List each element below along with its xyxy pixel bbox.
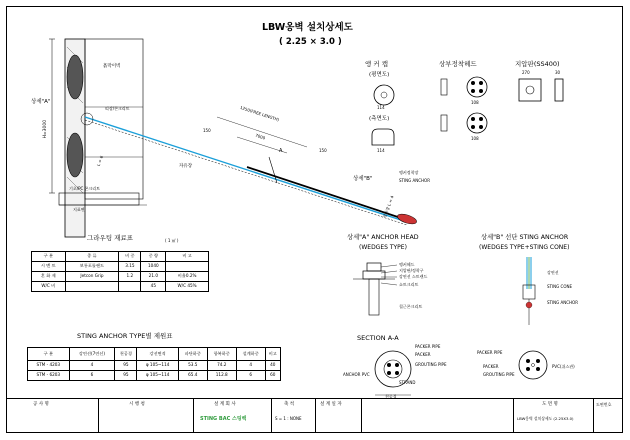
table-row [28, 371, 281, 381]
table-cell: 혼 화 제 [32, 272, 66, 282]
wall-height-dim: H=3000 [43, 119, 49, 139]
wall-length-label: L = 6 [95, 154, 105, 167]
waler-top [67, 55, 83, 99]
sting-header-row [28, 348, 281, 361]
section-aa-bottom-label: 천공경 [385, 394, 397, 399]
title-block-label: 공 사 명 [33, 402, 49, 407]
section-a-label: 상세"A" [31, 99, 51, 105]
table-cell: W/C 비 [32, 282, 66, 292]
upper-sleeve-dim-1: 108 [471, 100, 479, 105]
table-cell: 21.0 [141, 272, 166, 282]
table-header: 항복하중 [207, 348, 236, 361]
table-cell: 1.2 [119, 272, 141, 282]
table-cell: 3.15 [119, 262, 141, 272]
table-cell: 65.4 [178, 371, 207, 381]
sting-spec-table [27, 347, 281, 381]
table-cell [166, 262, 209, 272]
table-cell: 60 [265, 371, 280, 381]
materials-header-row [32, 252, 209, 262]
table-cell: STM - 6203 [28, 371, 70, 381]
title-block [7, 398, 622, 432]
title-block-label: 설 계 일 자 [320, 402, 342, 407]
table-header: 구 분 [28, 348, 70, 361]
cross-section-right-label: PVC(쉬스관) [552, 364, 575, 369]
footing-label: 기초/PC 콘크리트 [69, 186, 101, 191]
anchor-cap-plan [371, 83, 401, 113]
table-cell [119, 282, 141, 292]
table-row [32, 282, 209, 292]
cross-section-left-label-1: PACKER PIPE [477, 350, 503, 355]
table-cell: 4 [69, 361, 115, 371]
title-block-drawing-name [514, 399, 594, 432]
table-header: 비 중 [119, 252, 141, 262]
title-block-label: 도면번호 [596, 402, 612, 407]
drawing-title: LBW옹벽 설치상세도 [262, 22, 353, 33]
wall-panel [85, 39, 143, 199]
section-aa-title: SECTION A-A [357, 334, 399, 342]
section-a-ref: A [279, 148, 283, 154]
detail-b-label-2: STING CONE [547, 284, 572, 289]
detail-b-label-1: 강연선 [547, 270, 559, 275]
bearing-plate-dim-2: 30 [555, 70, 561, 75]
title-block-label: 시 행 청 [129, 402, 145, 407]
table-cell: 6 [236, 371, 265, 381]
detail-a-label-2: 지압판/정착구 [399, 268, 424, 273]
upper-sleeve-heading: 상부정착헤드 [439, 60, 477, 68]
table-cell: 시 멘 트 [32, 262, 66, 272]
title-block-number [594, 399, 622, 432]
wall-top-label: 흙막이벽 [103, 64, 121, 69]
table-header: 중 량 [141, 252, 166, 262]
table-header: 설계하중 [236, 348, 265, 361]
table-cell [65, 282, 119, 292]
table-cell: 95 [115, 371, 137, 381]
detail-b-label: 상세"B" [353, 176, 373, 182]
table-cell: STM - 4203 [28, 361, 70, 371]
waler-label: 띠장/콘크리트 [105, 106, 130, 111]
sting-anchor-bulb [396, 212, 417, 226]
free-length-dim: 1250(FREE LENGTH) [239, 104, 280, 123]
upper-sleeve-drawings [437, 69, 503, 141]
detail-a-label-5: 철근콘크리트 [399, 304, 423, 309]
sting-table-title: STING ANCHOR TYPE별 제원표 [77, 332, 173, 340]
bearing-plate-drawings [517, 75, 577, 129]
table-cell: 53.5 [178, 361, 207, 371]
table-header: 비고 [265, 348, 280, 361]
table-cell: 4 [236, 361, 265, 371]
materials-title: 그라우팅 재료표 [87, 234, 134, 242]
table-header: 구 분 [32, 252, 66, 262]
angle-dim-right: 150 [319, 148, 327, 153]
table-cell: 45 [141, 282, 166, 292]
title-block-project [7, 399, 99, 432]
anchor-cross-section [497, 345, 597, 391]
anchor-cap-heading: 앵 커 캡 [365, 60, 388, 68]
table-cell: Jetcon Grip [65, 272, 119, 282]
table-row [32, 272, 209, 282]
detail-a-label-3: 강연선 스트랜드 [399, 274, 428, 279]
title-block-scale [272, 399, 316, 432]
table-header: 파단하중 [178, 348, 207, 361]
table-cell: 6 [69, 371, 115, 381]
table-row [28, 361, 281, 371]
sting-anchor-label: STING ANCHOR [399, 178, 430, 183]
title-block-blank [362, 399, 514, 432]
table-cell: φ 105~114 [137, 361, 178, 371]
fix-label: 앵커정착장 [399, 170, 419, 175]
bearing-plate-dim-1: 270 [522, 70, 530, 75]
section-aa-label-5: STRAND [399, 380, 416, 385]
section-aa-label-3: GROUTING PIPE [415, 362, 447, 367]
waler-bottom [67, 133, 83, 177]
cross-section-left-label-3: GROUTING PIPE [483, 372, 515, 377]
upper-sleeve-dim-2: 108 [471, 136, 479, 141]
detail-a-subtitle: (WEDGES TYPE) [359, 244, 407, 251]
table-cell: 74.2 [207, 361, 236, 371]
company-logo: STING BAC 스팅백 [200, 416, 247, 422]
ground-label: 지표면 [73, 207, 85, 212]
title-block-designer [194, 399, 272, 432]
table-cell: 95 [115, 361, 137, 371]
table-cell: W/C 45% [166, 282, 209, 292]
table-header: 천공경 [115, 348, 137, 361]
fix-length-dim: 7000 [254, 132, 266, 141]
table-cell: φ 105~114 [137, 371, 178, 381]
title-block-client [99, 399, 194, 432]
anchor-cap-side [369, 127, 399, 149]
drawing-name-value: LBW옹벽 설치상세도 (2.25X3.0) [517, 416, 574, 421]
table-cell: 비율0.2% [166, 272, 209, 282]
detail-b-subtitle: (WEDGES TYPE+STING CONE) [479, 244, 570, 251]
table-cell: 40 [265, 361, 280, 371]
bond-length-label: 정착장 L = 4 [381, 194, 395, 219]
drawing-subtitle: ( 2.25 × 3.0 ) [279, 37, 342, 47]
section-aa-label-2: PACKER [415, 352, 431, 357]
detail-b-drawing [515, 255, 555, 327]
table-row [32, 262, 209, 272]
anchor-cap-dim-side: 114 [377, 148, 385, 153]
detail-a-label-1: 앵커헤드 [399, 262, 415, 267]
anchor-cap-plan-label: (평면도) [369, 72, 390, 78]
section-aa-drawing [357, 345, 447, 401]
table-header: 종 류 [65, 252, 119, 262]
title-block-label: 도 면 명 [542, 402, 558, 407]
table-cell: 보통포틀랜드 [65, 262, 119, 272]
anchor-cap-dim-plan: 114 [377, 105, 385, 110]
materials-unit: ( 1 ㎥ ) [165, 238, 179, 243]
title-block-label: 축 척 [284, 402, 295, 407]
detail-b-title: 상세"B" 선단 STING ANCHOR [481, 234, 569, 241]
title-block-label: 설 계 회 사 [214, 402, 236, 407]
table-cell: 1040 [141, 262, 166, 272]
cross-section-left-label-2: PACKER [483, 364, 499, 369]
bearing-plate-heading: 지압판(SS400) [515, 60, 560, 68]
detail-b-label-3: STING ANCHOR [547, 300, 578, 305]
table-header: 강연선(7연선) [69, 348, 115, 361]
detail-a-title: 상세"A" ANCHOR HEAD [347, 234, 419, 241]
materials-table [31, 251, 209, 292]
angle-dim-left: 150 [203, 128, 211, 133]
table-cell: 112.8 [207, 371, 236, 381]
table-header: 강선면적 [137, 348, 178, 361]
table-header: 비 고 [166, 252, 209, 262]
free-length-label: 자유장 [179, 164, 193, 169]
anchor-strand [85, 117, 407, 222]
section-aa-label-1: PACKER PIPE [415, 344, 441, 349]
section-aa-label-4: ANCHOR PVC [343, 372, 370, 377]
detail-a-label-4: 쇼트크리트 [399, 282, 419, 287]
title-block-date [316, 399, 362, 432]
scale-value: S = 1 : NONE [275, 416, 302, 421]
drawing-sheet [6, 6, 623, 433]
anchor-cap-side-label: (측면도) [369, 116, 390, 122]
